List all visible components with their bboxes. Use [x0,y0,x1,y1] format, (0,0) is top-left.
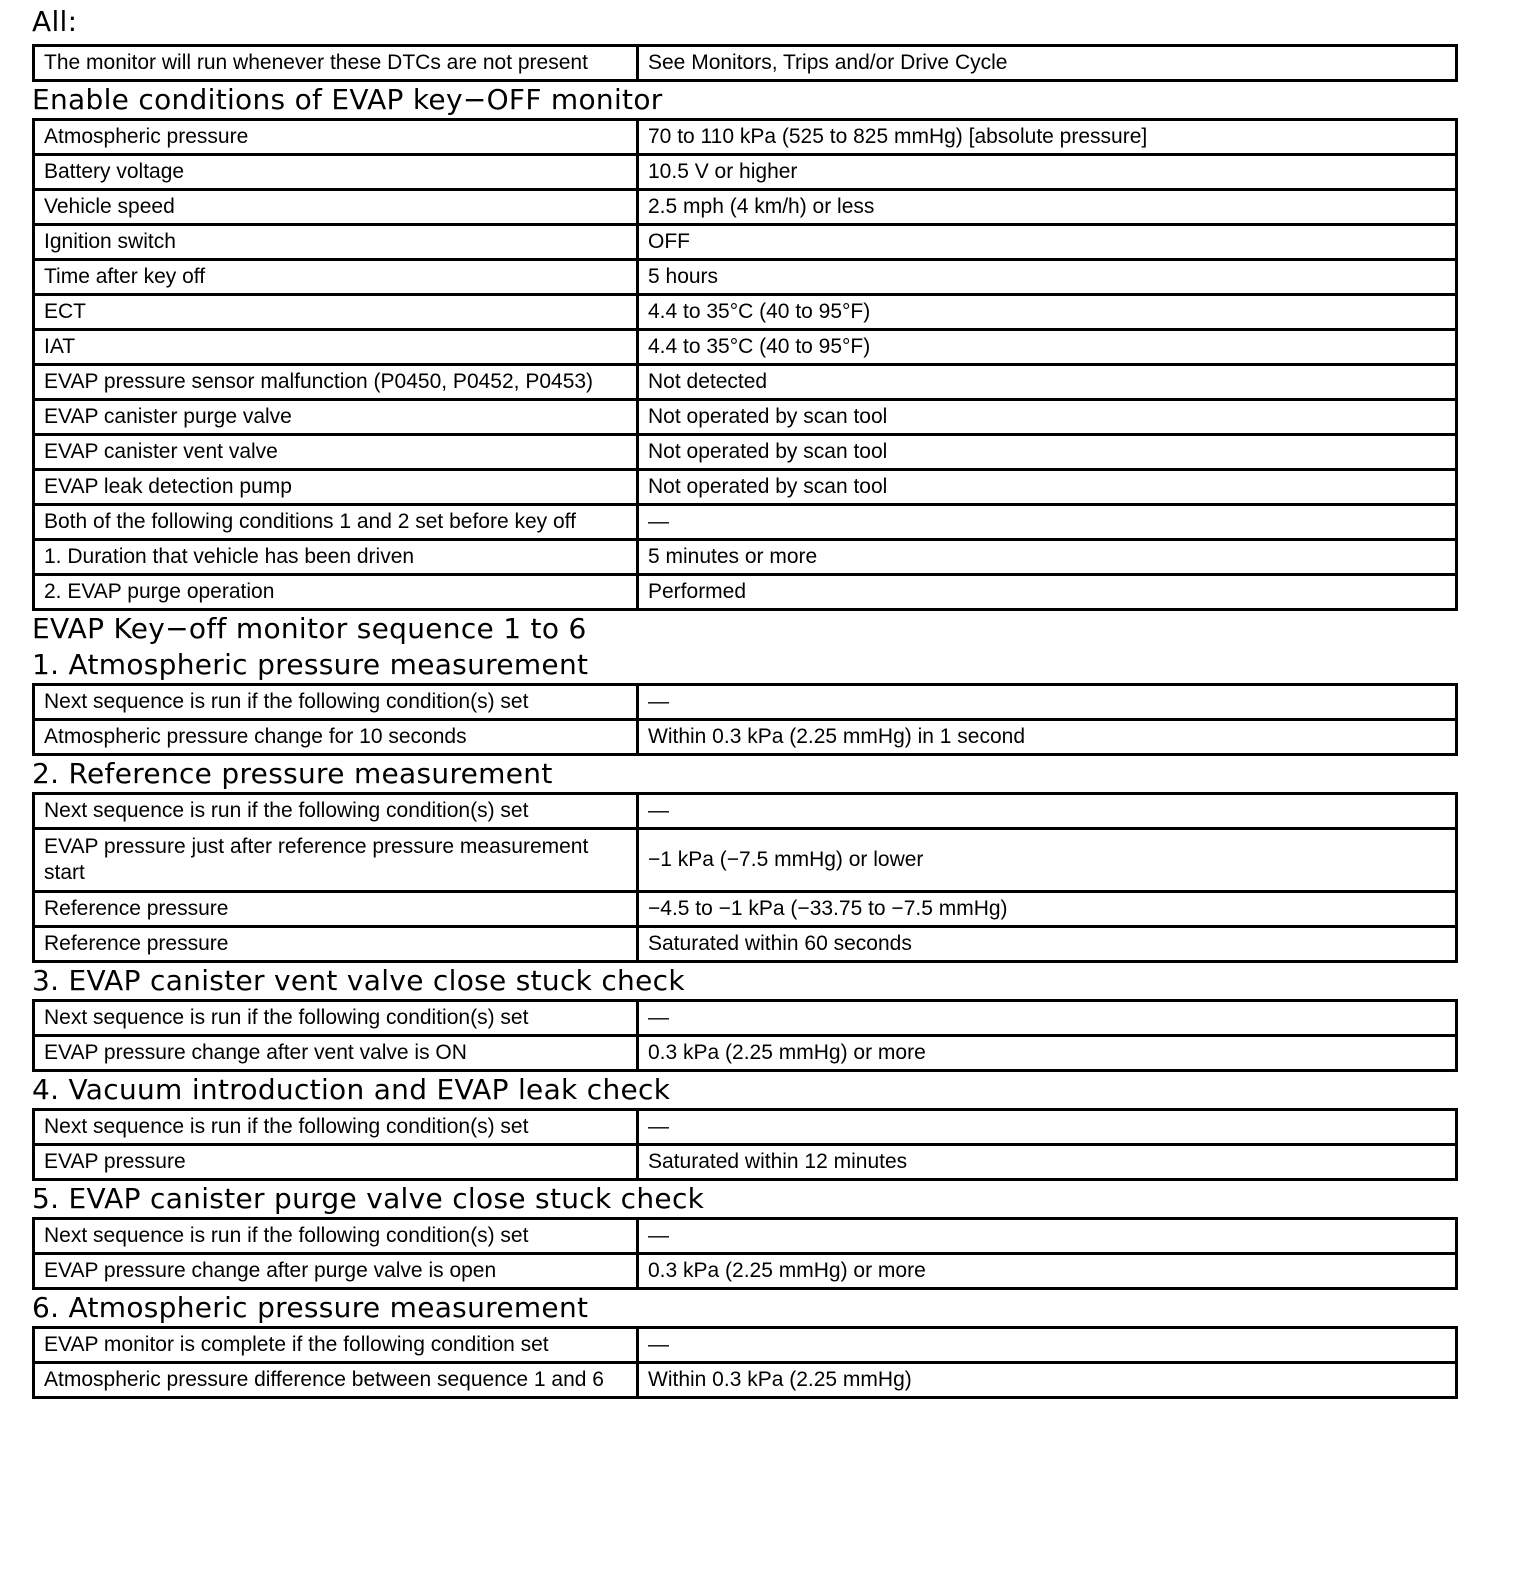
condition-cell: Reference pressure [34,927,638,962]
condition-cell: Next sequence is run if the following condition(s) set [34,1110,638,1145]
value-cell: — [638,1328,1457,1363]
table-row [34,1145,1457,1180]
condition-cell: EVAP leak detection pump [34,470,638,505]
value-cell: Not operated by scan tool [638,470,1457,505]
condition-cell: Reference pressure [34,892,638,927]
value-cell: 4.4 to 35°C (40 to 95°F) [638,295,1457,330]
section-heading: 1. Atmospheric pressure measurement [32,648,589,681]
table-row [34,1363,1457,1398]
value-cell: Saturated within 60 seconds [638,927,1457,962]
value-cell: 70 to 110 kPa (525 to 825 mmHg) [absolute pressure] [638,120,1457,155]
section-heading: 4. Vacuum introduction and EVAP leak check [32,1073,671,1106]
value-cell: — [638,1110,1457,1145]
sequence-heading: EVAP Key−off monitor sequence 1 to 6 [32,612,587,645]
value-cell: Within 0.3 kPa (2.25 mmHg) in 1 second [638,720,1457,755]
value-cell: 5 minutes or more [638,540,1457,575]
value-cell: Saturated within 12 minutes [638,1145,1457,1180]
condition-cell: Next sequence is run if the following condition(s) set [34,685,638,720]
value-cell: Not operated by scan tool [638,400,1457,435]
condition-cell: 2. EVAP purge operation [34,575,638,610]
table-row [34,46,1457,81]
table-row [34,1219,1457,1254]
value-cell: 5 hours [638,260,1457,295]
table-row [34,1110,1457,1145]
table-row [34,1328,1457,1363]
value-cell: Not detected [638,365,1457,400]
condition-cell: Next sequence is run if the following condition(s) set [34,794,638,829]
table-row [34,400,1457,435]
table-row [34,330,1457,365]
condition-cell: EVAP pressure sensor malfunction (P0450, P0452, P0453) [34,365,638,400]
table-row [34,794,1457,829]
enable-conditions-heading: Enable conditions of EVAP key−OFF monitor [32,83,663,116]
condition-cell: EVAP pressure change after purge valve is open [34,1254,638,1289]
table-row [34,927,1457,962]
value-cell: — [638,685,1457,720]
value-cell: — [638,1001,1457,1036]
section-table [32,1217,1458,1290]
condition-cell: Both of the following conditions 1 and 2 set before key off [34,505,638,540]
document [32,0,1458,1399]
table-row [34,1001,1457,1036]
value-cell: 10.5 V or higher [638,155,1457,190]
table-row [34,155,1457,190]
condition-cell: EVAP canister purge valve [34,400,638,435]
section-heading: 5. EVAP canister purge valve close stuck check [32,1182,705,1215]
value-cell: Within 0.3 kPa (2.25 mmHg) [638,1363,1457,1398]
section-heading: 3. EVAP canister vent valve close stuck check [32,964,685,997]
condition-cell: EVAP monitor is complete if the following condition set [34,1328,638,1363]
table-row [34,505,1457,540]
condition-cell: Atmospheric pressure difference between sequence 1 and 6 [34,1363,638,1398]
table-row [34,365,1457,400]
value-cell: −4.5 to −1 kPa (−33.75 to −7.5 mmHg) [638,892,1457,927]
section-table [32,1108,1458,1181]
section-table [32,683,1458,756]
value-cell: OFF [638,225,1457,260]
condition-cell: Atmospheric pressure [34,120,638,155]
table-row [34,685,1457,720]
table-row [34,575,1457,610]
value-cell: 2.5 mph (4 km/h) or less [638,190,1457,225]
value-cell: — [638,505,1457,540]
table-row [34,720,1457,755]
enable-conditions-table [32,118,1458,611]
condition-cell: Next sequence is run if the following condition(s) set [34,1001,638,1036]
all-heading: All: [32,5,78,38]
condition-cell: EVAP canister vent valve [34,435,638,470]
value-cell: — [638,1219,1457,1254]
condition-cell: Ignition switch [34,225,638,260]
table-row [34,190,1457,225]
condition-cell: ECT [34,295,638,330]
table-row [34,120,1457,155]
table-row [34,892,1457,927]
condition-cell: 1. Duration that vehicle has been driven [34,540,638,575]
value-cell: 4.4 to 35°C (40 to 95°F) [638,330,1457,365]
all-table [32,44,1458,82]
condition-cell: IAT [34,330,638,365]
condition-cell: Atmospheric pressure change for 10 seconds [34,720,638,755]
value-cell: Performed [638,575,1457,610]
value-cell: −1 kPa (−7.5 mmHg) or lower [638,829,1457,892]
condition-cell: Battery voltage [34,155,638,190]
section-heading: 2. Reference pressure measurement [32,757,553,790]
table-row [34,1254,1457,1289]
condition-cell: Next sequence is run if the following condition(s) set [34,1219,638,1254]
condition-cell: Time after key off [34,260,638,295]
table-row [34,470,1457,505]
value-cell: 0.3 kPa (2.25 mmHg) or more [638,1036,1457,1071]
table-row [34,225,1457,260]
condition-cell: The monitor will run whenever these DTCs are not present [34,46,638,81]
table-row [34,260,1457,295]
section-heading: 6. Atmospheric pressure measurement [32,1291,589,1324]
section-table [32,792,1458,963]
table-row [34,540,1457,575]
condition-cell: EVAP pressure change after vent valve is ON [34,1036,638,1071]
table-row [34,829,1457,892]
value-cell: Not operated by scan tool [638,435,1457,470]
table-row [34,295,1457,330]
value-cell: 0.3 kPa (2.25 mmHg) or more [638,1254,1457,1289]
section-table [32,1326,1458,1399]
section-table [32,999,1458,1072]
value-cell: See Monitors, Trips and/or Drive Cycle [638,46,1457,81]
value-cell: — [638,794,1457,829]
table-row [34,435,1457,470]
condition-cell: Vehicle speed [34,190,638,225]
table-row [34,1036,1457,1071]
condition-cell: EVAP pressure just after reference pressure measurement start [34,829,638,892]
condition-cell: EVAP pressure [34,1145,638,1180]
